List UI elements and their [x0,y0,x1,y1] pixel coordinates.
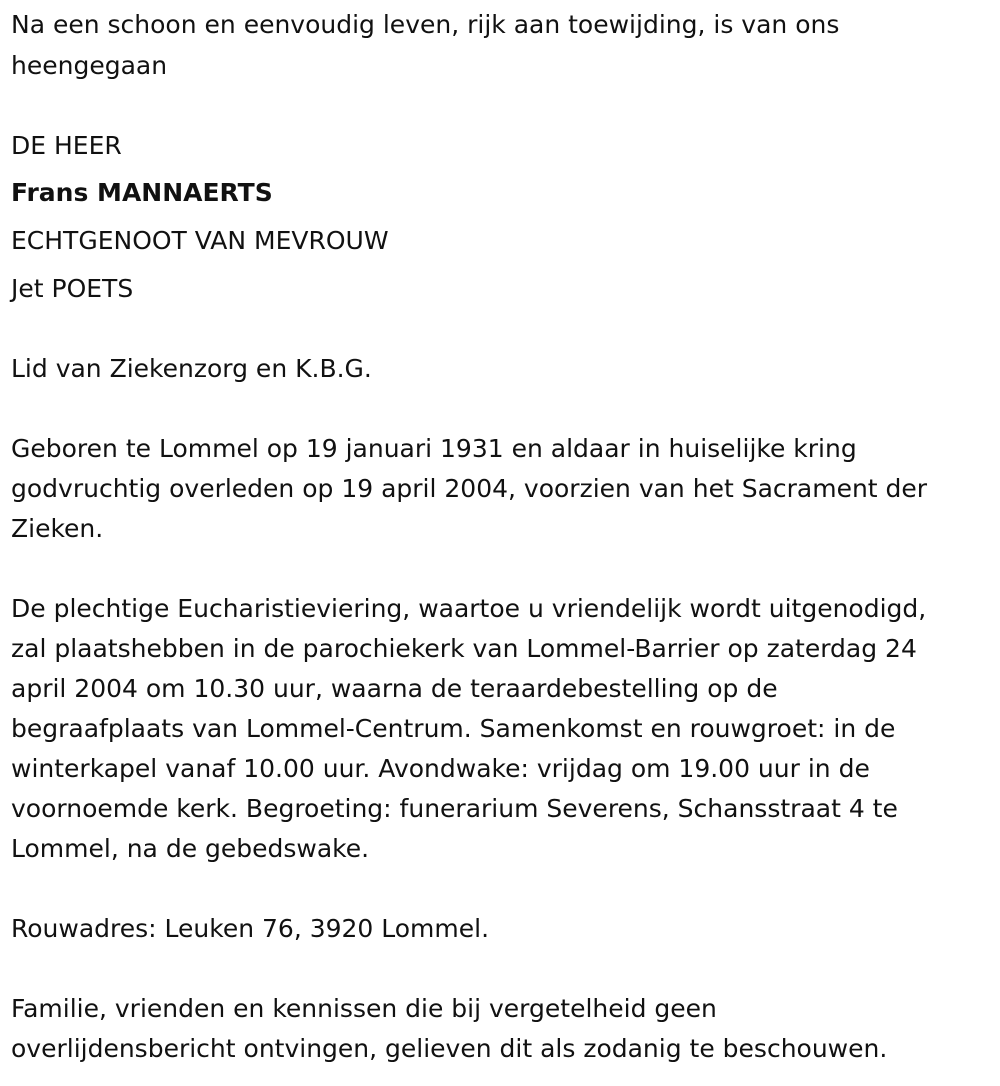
closing-line-1: Familie, vrienden en kennissen die bij vergetelheid geen [11,994,717,1023]
ceremony-line-5: winterkapel vanaf 10.00 uur. Avondwake: vrijdag om 19.00 uur in de [11,754,870,783]
spouse-name: Jet POETS [11,274,134,303]
deceased-name: Frans MANNAERTS [11,178,273,207]
intro-line-1: Na een schoon en eenvoudig leven, rijk aan toewijding, is van ons [11,10,840,39]
birth-death-line-3: Zieken. [11,514,104,543]
ceremony-line-3: april 2004 om 10.30 uur, waarna de teraardebestelling op de [11,674,778,703]
relation-line: ECHTGENOOT VAN MEVROUW [11,226,389,255]
ceremony-line-1: De plechtige Eucharistieviering, waartoe u vriendelijk wordt uitgenodigd, [11,594,927,623]
intro-line-2: heengegaan [11,51,168,80]
honorific-title: DE HEER [11,131,122,160]
membership-line: Lid van Ziekenzorg en K.B.G. [11,354,372,383]
birth-death-line-1: Geboren te Lommel op 19 januari 1931 en aldaar in huiselijke kring [11,434,857,463]
ceremony-line-4: begraafplaats van Lommel-Centrum. Samenkomst en rouwgroet: in de [11,714,896,743]
closing-line-2: overlijdensbericht ontvingen, gelieven dit als zodanig te beschouwen. [11,1034,888,1063]
mourning-address: Rouwadres: Leuken 76, 3920 Lommel. [11,914,490,943]
ceremony-line-7: Lommel, na de gebedswake. [11,834,370,863]
birth-death-line-2: godvruchtig overleden op 19 april 2004, voorzien van het Sacrament der [11,474,928,503]
ceremony-line-2: zal plaatshebben in de parochiekerk van Lommel-Barrier op zaterdag 24 [11,634,917,663]
ceremony-line-6: voornoemde kerk. Begroeting: funerarium Severens, Schansstraat 4 te [11,794,898,823]
